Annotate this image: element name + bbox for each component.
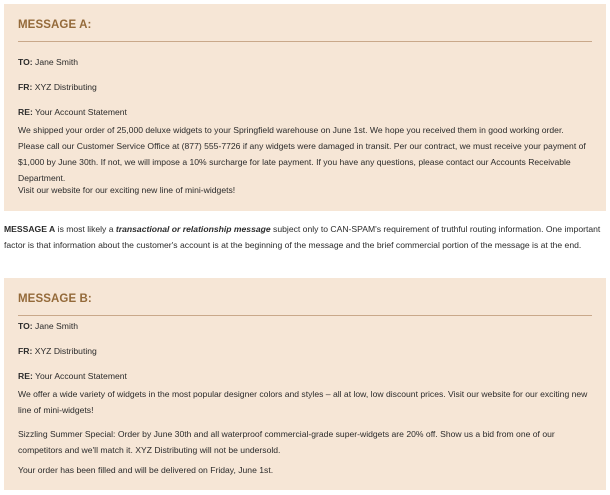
message-a-title: MESSAGE A: — [18, 19, 92, 31]
message-a-from-line — [18, 81, 97, 93]
message-a-from-label: FR: — [18, 82, 33, 92]
message-a-box — [4, 4, 606, 211]
commentary-lead: MESSAGE A — [4, 224, 56, 234]
message-a-commentary — [4, 221, 606, 253]
message-b-to-value: Jane Smith — [35, 321, 79, 331]
message-b-title: MESSAGE B: — [18, 293, 92, 305]
message-a-re-label: RE: — [18, 107, 33, 117]
message-b-re-label: RE: — [18, 371, 33, 381]
message-a-to-line — [18, 56, 78, 68]
message-a-body: We shipped your order of 25,000 deluxe widgets to your Springfield warehouse on June 1st. We hope you received them in good working order. Please call our Customer Service Office at (877) 555-7726 if any widgets were damaged in transit. Per our contract, we must receive your payment of $1,000 by June 30th. If not, we will impose a 10% surcharge for late payment. If you have any questions, please contact our Accounts Receivable Department. — [18, 125, 586, 183]
commentary-part1: is most likely a — [55, 224, 116, 234]
message-b-to-line — [18, 320, 78, 332]
message-a-to-label: TO: — [18, 57, 33, 67]
commentary-emphasis: transactional or relationship message — [115, 224, 271, 234]
message-a-to-value: Jane Smith — [35, 57, 79, 67]
message-b-divider — [18, 315, 592, 316]
commentary-part2: subject only to CAN-SPAM's requirement of truthful routing information. One important factor is that information about the customer's account is at the beginning of the message and the brief commercial portion of the message is at the end. — [4, 224, 601, 250]
message-a-from-value: XYZ Distributing — [34, 82, 97, 92]
message-b-from-label: FR: — [18, 346, 33, 356]
message-a-divider — [18, 41, 592, 42]
message-b-from-line — [18, 345, 97, 357]
message-b-re-value: Your Account Statement — [35, 371, 127, 381]
message-b-to-label: TO: — [18, 321, 33, 331]
message-b-body-2: Sizzling Summer Special: Order by June 30th and all waterproof commercial-grade super-widgets are 20% off. Show us a bid from one of our competitors and we'll match it. XYZ Distributing will not be undersold. — [18, 429, 555, 455]
message-a-re-value: Your Account Statement — [35, 107, 127, 117]
message-a-re-line — [18, 106, 127, 118]
message-a-closing: Visit our website for our exciting new line of mini-widgets! — [18, 185, 236, 195]
message-b-box — [4, 278, 606, 490]
message-b-re-line — [18, 370, 127, 382]
message-b-from-value: XYZ Distributing — [34, 346, 97, 356]
message-b-body-1: We offer a wide variety of widgets in the most popular designer colors and styles – all at low, low discount prices. Visit our website for our exciting new line of mini-widgets! — [18, 389, 588, 415]
message-b-body-3: Your order has been filled and will be delivered on Friday, June 1st. — [18, 465, 274, 475]
